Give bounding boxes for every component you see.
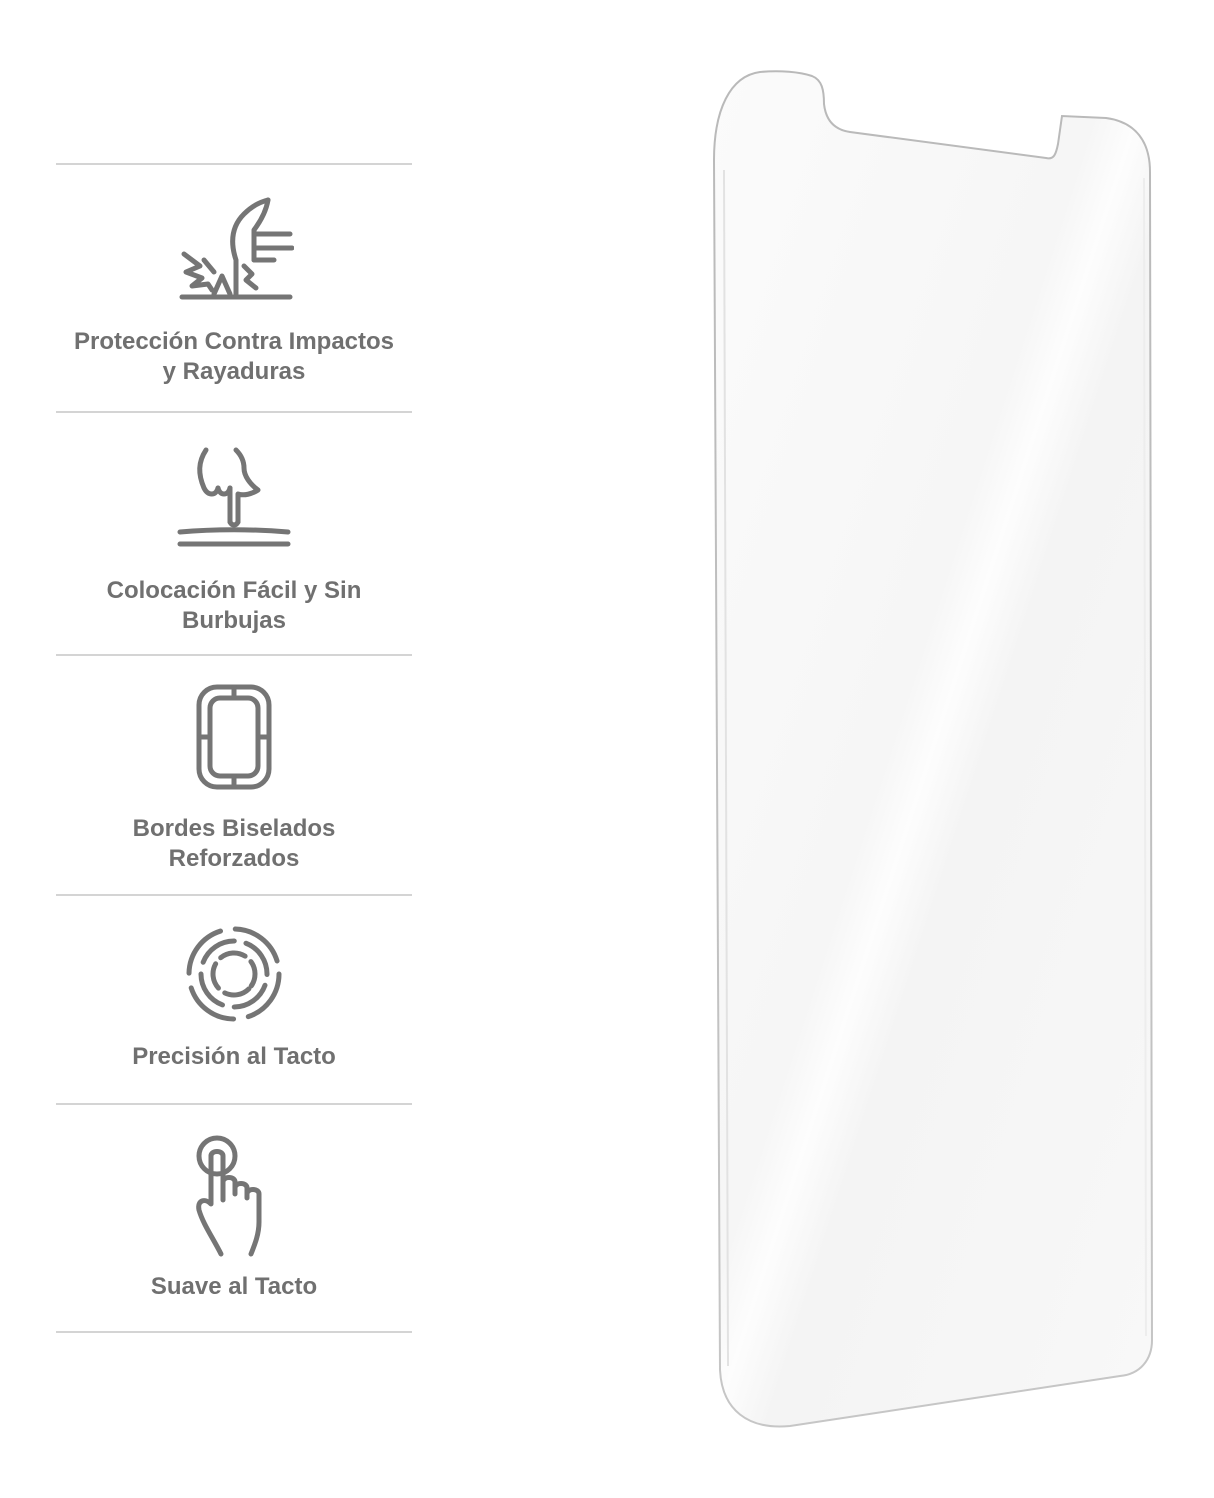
feature-easy-install [56, 440, 412, 636]
finger-press-icon [174, 440, 294, 552]
feature-impact [56, 190, 412, 387]
divider [56, 1103, 412, 1105]
divider [56, 894, 412, 896]
feature-label: Precisión al Tacto [132, 1043, 336, 1070]
feature-list [56, 0, 412, 1498]
glass-outline [714, 71, 1152, 1426]
screen-protector-image [700, 60, 1170, 1440]
divider [56, 163, 412, 165]
feature-label: Suave al Tacto [150, 1273, 318, 1300]
finger-tap-icon [189, 1134, 279, 1258]
touch-rings-icon [184, 924, 284, 1024]
feature-beveled-edges [56, 682, 412, 874]
feature-touch-precision [56, 924, 412, 1072]
divider [56, 654, 412, 656]
beveled-edges-icon [194, 682, 274, 792]
feature-label: Bordes Biselados Reforzados [132, 815, 336, 872]
feature-label: Protección Contra Impactos y Rayaduras [73, 328, 395, 385]
feature-label: Colocación Fácil y Sin Burbujas [106, 577, 362, 634]
feature-smooth-touch [56, 1134, 412, 1302]
divider [56, 1331, 412, 1333]
hammer-impact-icon [174, 190, 294, 305]
divider [56, 411, 412, 413]
